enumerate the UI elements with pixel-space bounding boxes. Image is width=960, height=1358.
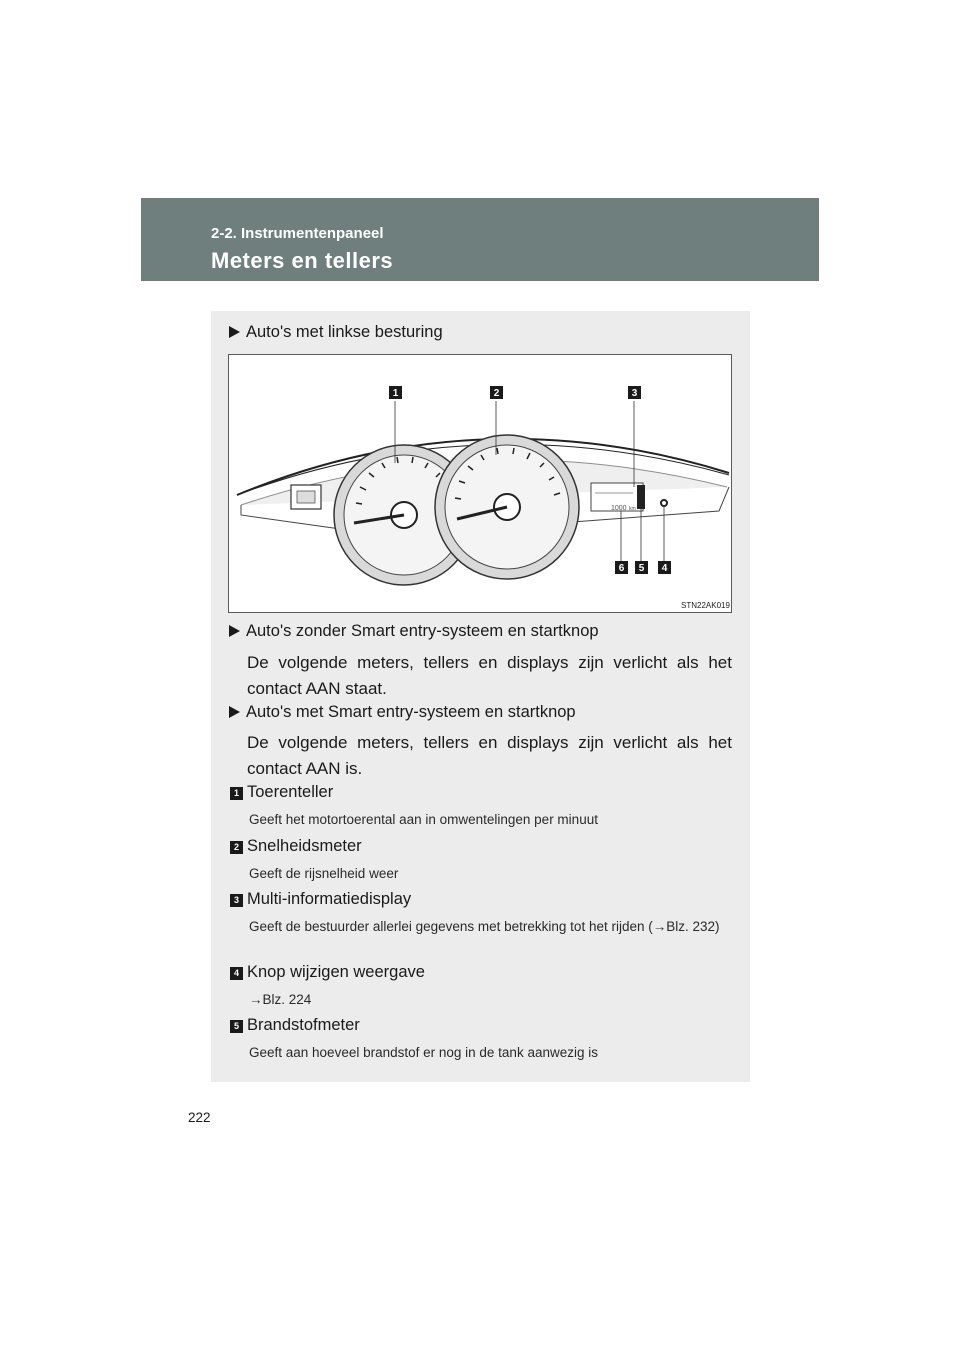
bullet-no-smart-label: Auto's zonder Smart entry-systeem en startknop (246, 622, 599, 640)
section-label: 2-2. Instrumentenpaneel (211, 225, 384, 242)
callout-2: 2 (493, 388, 500, 399)
figure-code: STN22AK019 (681, 601, 730, 610)
callout-4: 4 (661, 563, 668, 574)
bullet-lhd (229, 323, 443, 342)
item-desc: Geeft de rijsnelheid weer (249, 866, 399, 881)
item-desc: Geeft de bestuurder allerlei gegevens met betrekking tot het rijden (→Blz. 232) (249, 919, 720, 934)
item-number: 4 (230, 967, 243, 980)
item-title: Toerenteller (247, 783, 334, 801)
item-number: 2 (230, 841, 243, 854)
arrow-right-icon (229, 326, 240, 338)
bullet-smart (229, 703, 576, 722)
arrow-right-icon (229, 706, 240, 718)
item-number: 1 (230, 787, 243, 800)
page-title: Meters en tellers (211, 248, 394, 273)
item-title: Multi-informatiedisplay (247, 890, 412, 908)
item-title: Snelheidsmeter (247, 837, 362, 855)
instrument-cluster-figure (228, 354, 732, 613)
no-smart-text: De volgende meters, tellers en displays zijn verlicht als het contact AAN staat. (247, 653, 732, 698)
item-number: 3 (230, 894, 243, 907)
odometer-unit: km (629, 506, 636, 512)
item-title: Knop wijzigen weergave (247, 963, 425, 981)
item-number: 5 (230, 1020, 243, 1033)
callout-5: 5 (638, 563, 645, 574)
bullet-lhd-label: Auto's met linkse besturing (246, 323, 443, 341)
item-desc: →Blz. 224 (249, 992, 312, 1007)
arrow-right-icon (229, 625, 240, 637)
item-desc: Geeft het motortoerental aan in omwentelingen per minuut (249, 812, 598, 827)
chapter-header (141, 198, 819, 281)
odometer-value: 1000 (611, 505, 627, 512)
item-title: Brandstofmeter (247, 1016, 360, 1034)
callout-6: 6 (618, 563, 625, 574)
bullet-smart-label: Auto's met Smart entry-systeem en startknop (246, 703, 576, 721)
item-desc: Geeft aan hoeveel brandstof er nog in de tank aanwezig is (249, 1045, 598, 1060)
content-panel (211, 311, 750, 1082)
bullet-no-smart (229, 622, 599, 641)
callout-3: 3 (631, 388, 638, 399)
cluster-illustration (229, 355, 733, 614)
callout-1: 1 (392, 388, 399, 399)
smart-text: De volgende meters, tellers en displays zijn verlicht als het contact AAN is. (247, 733, 732, 778)
page-number: 222 (188, 1110, 211, 1125)
